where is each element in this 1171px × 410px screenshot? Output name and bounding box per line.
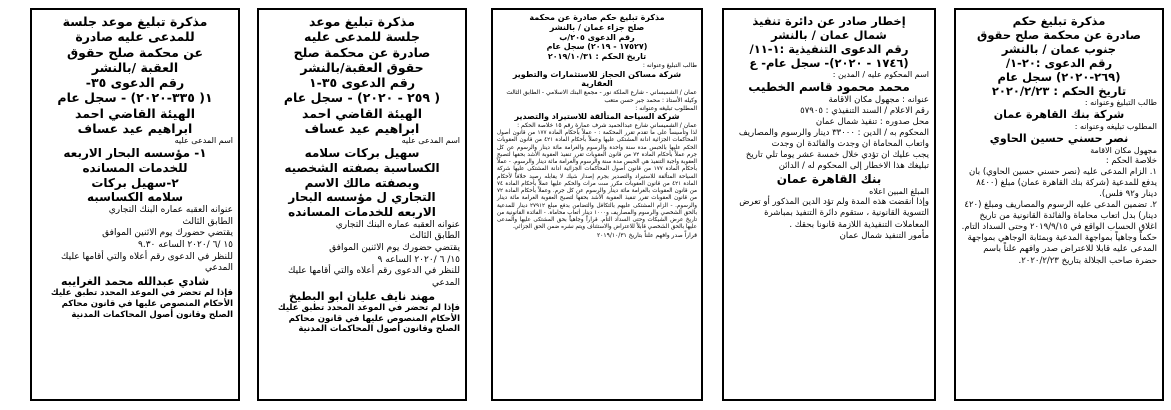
address-line: عنوانه العقبه عماره البنك التجاري bbox=[335, 219, 460, 230]
duty-text: يجب عليك ان تؤدي خلال خمسة عشر يوما تلي تاريخ تبليغك هذا الاخطار إلى المحكوم له / الدائن bbox=[745, 150, 929, 172]
notified-name: شركة السياحة المتألقة للاستيراد والتصدير bbox=[514, 112, 680, 122]
title-line: رقم الدعوى :٢٠-١/ bbox=[1005, 56, 1113, 71]
summary-label: خلاصة الحكم : bbox=[1105, 156, 1157, 167]
title-line: عن محكمة صلح حقوق bbox=[66, 44, 204, 60]
notice-hearing-aqaba-2 bbox=[257, 8, 467, 401]
title-line: (٢٦٩-٢٠٢٠) سجل عام bbox=[997, 70, 1121, 85]
requester-name: شركة مساكن الحجاز للاستثمارات والتطوير العقارية bbox=[512, 69, 682, 89]
defendant-line: سلامه الكساسبه bbox=[86, 190, 184, 205]
notified-label: المطلوب تبليغه وعنوانه : bbox=[1074, 121, 1157, 131]
notice-title bbox=[37, 14, 233, 136]
judge-line: ابراهيم عيد عساف bbox=[304, 120, 420, 136]
requester-label: طالب التبليغ وعنوانه : bbox=[642, 61, 697, 69]
title-line: جلسة للمدعى عليه bbox=[303, 29, 421, 45]
title-line: رقم الدعوى ٢٠٥/ب bbox=[559, 32, 635, 42]
title-line: صادرة عن محكمة صلح bbox=[293, 44, 431, 60]
requester-label: طالب التبليغ وعنوانه : bbox=[1084, 98, 1157, 108]
judge-line: الهيئة القاضي احمد bbox=[74, 105, 195, 121]
title-line: صلح جزاء عمان / بالنشر bbox=[549, 22, 645, 32]
ruling-point: ١. الزام المدعى عليه (نصر حسني حسين الحاوي) بان يدفع للمدعية (شركة بنك القاهرة عمان) مبلغ (٨٤٠٠ دينار و٩٢ فلس). bbox=[968, 167, 1157, 200]
judge-line: الهيئة القاضي احمد bbox=[301, 105, 422, 121]
plaintiff-name: شادي عبدالله محمد الغرايبه bbox=[60, 275, 210, 289]
plaintiff-name: مهند نايف عليان ابو البطيخ bbox=[288, 289, 436, 303]
title-line: (١٧٤٦ - ٢٠٢٠)- سجل عام- ع bbox=[749, 56, 909, 71]
purpose-text: للنظر في الدعوى رقم أعلاه والتي أقامها عليك المدعي bbox=[288, 266, 460, 288]
debtor-label: اسم المحكوم عليه / المدين : bbox=[832, 70, 929, 80]
title-line: (١٧٥٢٧ - ٢٠١٩) سجل عام bbox=[546, 42, 648, 52]
title-line: العقبة /بالنشر bbox=[91, 59, 179, 75]
issued-place: محل صدوره : تنفيذ شمال عمان bbox=[815, 117, 929, 128]
title-line: مذكرة تبليغ موعد bbox=[309, 14, 415, 29]
title-line: تاريخ الحكم : ٢٠٢٠/٢/٢٣ bbox=[991, 84, 1127, 99]
title-line: صادرة عن محكمة صلح حقوق bbox=[977, 28, 1141, 43]
hearing-line: يقتضي حضورك يوم الاثنين الموافق bbox=[329, 242, 460, 253]
defendant-line: التجاري ل مؤسسه البحار bbox=[288, 190, 436, 205]
judge-line: ابراهيم عيد عساف bbox=[77, 120, 193, 136]
title-line: مذكرة تبليغ موعد جلسة bbox=[62, 14, 208, 29]
notice-title bbox=[497, 13, 697, 62]
agent-line: وكيله الأستاذ : محمد جبر حسن متعب bbox=[604, 96, 697, 104]
notice-hearing-aqaba-1 bbox=[30, 8, 240, 401]
requester-name: شركة بنك القاهرة عمان bbox=[993, 108, 1125, 122]
hearing-line: يقتضي حضورك يوم الاثنين الموافق bbox=[102, 228, 233, 239]
title-line: حقوق العقبة/بالنشر bbox=[300, 59, 424, 75]
title-line: شمال عمان / بالنشر bbox=[771, 28, 887, 43]
notice-judgment-amman-criminal bbox=[491, 8, 703, 401]
title-line: رقم الدعوى ٣٥-١ bbox=[308, 75, 416, 90]
address-line: الطابق الثالث bbox=[182, 216, 233, 227]
judgment-body: لذا وتأسيساً على ما تقدم تقرر المحكمة : - عملاً بأحكام المادة ١٧٧ من قانون أصول المحاكمات الجزائية ادانة المشتكى عليها وعملاً بأحكام المادة ٤٢١ من قانون العقوبات الحكم عليها بالحبس مدة سنة واحدة والرسوم والغرامة مائة دينار والرسوم عن كل جرم عملاً بأحكام المادة ٧٢ من قانون العقوبات تقرر تنفيذ العقوبة الأشد بحقها لتصبح العقوبة واجبة التنفيذ هي الحبس مدة سنة والرسوم والغرامة مائة دينار والرسوم. - عملاً بأحكام المادة ١٧٧ من قانون أصول المحاكمات الجزائية ادانة المشتكى عليها شركة السياحة المتألقة للاستيراد والتصدير بجرم إصدار شيك لا يقابله رصيد خلافاً لأحكام المادة ٤٢١ من قانون العقوبات مكرر ست مرات والحكم عليها عملاً بأحكام المادة ٧٤ من قانون العقوبات بالغرامة مائة دينار والرسوم عن كل جرم. وعملاً بأحكام المادة ٧٢ من قانون العقوبات تقرر تنفيذ العقوبة الأشد بحقها لتصبح العقوبة الغرامة مائة دينار والرسوم. - الزام المشتكى عليهم بالتكافل والتضامن بدفع مبلغ ٢٧٩١٢ دينار للمدعية بالحق الشخصي والرسوم والمصاريف و١٠٠٠ دينار أتعاب محاماة. - الفائدة القانونية من تاريخ عرض الشيكات وحتى السداد التام. قراراً وجاهياً بحق المشتكى عليها والمدعى عليها بالحق الشخصي قابلاً للاعتراض والاستئناف ويتم نشره ضمن الحق الجزائي. bbox=[497, 129, 698, 231]
defendant-label: اسم المدعى عليه bbox=[174, 136, 233, 145]
notice-title bbox=[264, 14, 460, 136]
defendant-line: الكساسبة بصفته الشخصيه bbox=[284, 161, 440, 176]
title-line: للمدعى عليه صادرة bbox=[75, 29, 195, 45]
defendant-line: وبصفته مالك الاسم bbox=[304, 175, 420, 190]
title-line: ( ٢٥٩ - ٢٠٢٠) - سجل عام bbox=[283, 90, 441, 106]
ruling-point: ٢. تضمين المدعى عليه الرسوم والمصاريف ومبلغ (٤٢٠ دينار) بدل اتعاب محاماة والفائدة القانونية من تاريخ اغلاق الحساب الواقع في ٢٠١٩/٩/١٥ وحتى السداد التام. bbox=[961, 200, 1157, 233]
notice-title bbox=[961, 14, 1157, 98]
debtor-name: محمد محمود قاسم الخطيب bbox=[748, 80, 910, 95]
title-line: رقم الدعوى ٣٥- bbox=[85, 75, 185, 90]
defendant-line: ٢-سهيل بركات bbox=[91, 175, 179, 190]
debtor-address: عنوانه : مجهول مكان الاقامة bbox=[828, 95, 929, 106]
notified-label: المطلوب تبليغه وعنوانه : bbox=[635, 104, 697, 112]
hearing-line: ١٥/ ٦ /٢٠٢٠ الساعه ٩ bbox=[377, 254, 460, 265]
notified-address: عمان / الشميساني شارع عبدالحميد شرف عمارة رقم ١٥ خلاصة الحكم : bbox=[517, 122, 697, 130]
title-line: ١( ٣٣٥-٢٠٢٠) - سجل عام bbox=[57, 90, 213, 106]
title-line: جنوب عمان / بالنشر bbox=[1001, 42, 1117, 57]
defendant-line: ١- مؤسسه البحار الاربعه bbox=[63, 146, 207, 161]
sanad-number: رقم الاعلام / السند التنفيذي : ٥٧٩٠٥ bbox=[800, 106, 929, 117]
ruling-point: حكماً وجاهياً بمواجهة المدعية وبمثابة الوجاهي بمواجهة المدعى عليه قابلا للاعتراض صدر وافهم علناً باسم حضرة صاحب الجلالة بتاريخ ٢٠٢٠/٢/٢٣. bbox=[967, 233, 1157, 266]
address-line: الطابق الثالث bbox=[409, 231, 460, 242]
signature: مأمور التنفيذ شمال عمان bbox=[839, 230, 929, 241]
warning-text: وإذا انقضت هذه المدة ولم تؤد الدين المذكور أو تعرض التسوية القانونية ، ستقوم دائرة التنفيذ بمباشرة المعاملات التنفيذية اللازمة قانونا بحقك . bbox=[739, 197, 929, 230]
title-line: تاريخ الحكم : ٢٠١٩/١٠/٣١ bbox=[547, 52, 647, 61]
purpose-text: للنظر في الدعوى رقم أعلاه والتي أقامها عليك المدعي bbox=[61, 251, 233, 274]
hearing-line: ١٥ /٦ /٢٠٢٠ الساعه ٩.٣٠ bbox=[138, 239, 233, 250]
creditor-name: بنك القاهرة عمان bbox=[776, 172, 882, 187]
notified-name: نصر حسني حسين الحاوي bbox=[989, 132, 1129, 146]
defendant-line: للخدمات المسانده bbox=[82, 161, 188, 176]
notice-execution-north-amman bbox=[722, 8, 936, 401]
title-line: مذكرة تبليغ حكم bbox=[1012, 14, 1106, 28]
title-line: إخطار صادر عن دائرة تنفيذ bbox=[752, 14, 906, 28]
creditor-amount: المبلغ المبين اعلاه bbox=[869, 187, 929, 197]
notice-title bbox=[729, 14, 929, 70]
title-line: رقم الدعوى التنفيذية :١-١١/ bbox=[749, 42, 909, 57]
judgment-footer: قراراً صدر وافهم علناً بتاريخ ٢٠١٩/١٠/٣١ bbox=[596, 231, 697, 239]
notice-judgment-south-amman bbox=[954, 8, 1164, 401]
requester-address: عمان / الشميساني - شارع الملكة نور - مجمع البنك الاسلامي - الطابق الثالث bbox=[506, 89, 697, 97]
amount-text: المحكوم به / الدين : ٣٣٠٠٠ دينار والرسوم والمصاريف واتعاب المحاماة ان وجدت والفائدة ان وجدت bbox=[738, 128, 929, 150]
warning-text: فإذا لم تحضر في الموعد المحدد تطبق عليك الأحكام المنصوص عليها في قانون محاكم الصلح وقانون أصول المحاكمات المدنية bbox=[277, 303, 460, 335]
notified-address: مجهول مكان الاقامة bbox=[1090, 145, 1157, 155]
title-line: مذكرة تبليغ حكم صادرة عن محكمة bbox=[529, 13, 665, 22]
defendant-label: اسم المدعى عليه bbox=[401, 136, 460, 145]
address-line: عنوانه العقبه عماره البنك التجاري bbox=[108, 204, 233, 215]
defendant-line: سهيل بركات سلامه bbox=[304, 146, 420, 161]
warning-text: فإذا لم تحضر في الموعد المحدد تطبق عليك الأحكام المنصوص عليها في قانون محاكم الصلح وقانون أصول المحاكمات المدنية bbox=[50, 288, 233, 320]
defendant-line: الاربعه للخدمات المسانده bbox=[288, 204, 436, 219]
